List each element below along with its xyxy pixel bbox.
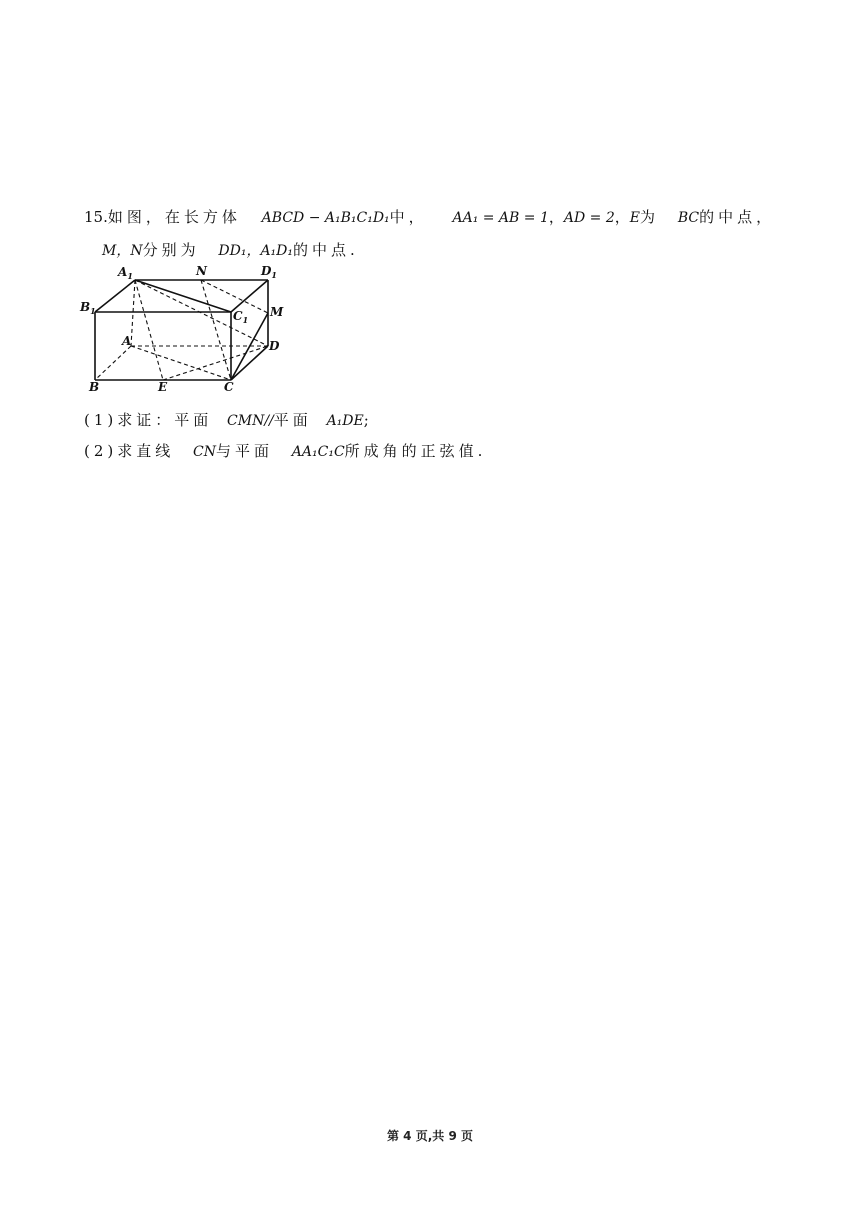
part2-plane: AA₁C₁C — [291, 444, 345, 460]
segments-dd1-a1d1: DD₁，A₁D₁ — [218, 243, 294, 259]
segment-bc: BC — [677, 210, 700, 226]
segment-a1-d — [135, 280, 268, 346]
part1-prefix: (1)求证：平面 — [84, 411, 213, 429]
midpoints-text: 的中点. — [293, 241, 359, 259]
point-e: E — [629, 210, 641, 226]
label-b1: $B_1$ — [80, 300, 96, 316]
label-a1: $A_1$ — [118, 265, 133, 281]
label-c1: $C_1$ — [233, 309, 249, 325]
part1-mid: 平面 — [273, 411, 312, 429]
problem-line-2 — [102, 240, 359, 261]
part2-prefix: (2)求直线 — [84, 442, 175, 460]
edge-c-d — [231, 346, 268, 380]
part2-mid: 与平面 — [216, 442, 274, 460]
part-1 — [84, 410, 369, 431]
label-m: M — [270, 305, 284, 319]
part2-end: 所成角的正弦值. — [344, 442, 487, 460]
cuboid-figure — [76, 260, 296, 394]
label-n: N — [196, 264, 207, 278]
label-c: C — [224, 380, 234, 394]
page-footer: 第 4 页,共 9 页 — [387, 1129, 473, 1143]
in-text: 中， — [389, 208, 428, 226]
point-e-text: 为 — [640, 208, 656, 226]
problem-intro: 如图，在长方体 — [107, 208, 241, 226]
edge-a-b — [95, 346, 131, 380]
points-mn: M，N — [102, 243, 143, 259]
segment-a1-e — [135, 280, 163, 380]
comma-2: ， — [614, 208, 630, 226]
solid-name: ABCD − A₁B₁C₁D₁ — [261, 210, 390, 226]
condition-2: AD = 2 — [563, 210, 615, 226]
part1-plane-cmn: CMN// — [227, 413, 274, 429]
segment-n-c — [201, 280, 231, 380]
label-b: B — [89, 380, 100, 394]
edge-c1-d1 — [231, 280, 268, 312]
condition-1: AA₁ = AB = 1 — [452, 210, 549, 226]
problem-number: 15. — [84, 208, 108, 226]
midpoint-text: 的中点， — [699, 208, 776, 226]
part2-line-cn: CN — [193, 444, 216, 460]
segment-a-c — [131, 346, 231, 380]
label-d1: $D_1$ — [261, 264, 277, 280]
respectively-text: 分别为 — [142, 241, 200, 259]
label-e: E — [158, 380, 168, 394]
comma-1: ， — [548, 208, 564, 226]
segment-a1-c1 — [135, 280, 231, 312]
part1-plane-a1de: A₁DE — [326, 413, 364, 429]
label-d: D — [269, 339, 280, 353]
part-2 — [84, 441, 486, 462]
segment-e-d — [163, 346, 268, 380]
problem-line-1 — [84, 207, 775, 228]
edge-a1-a — [131, 280, 135, 346]
edge-b1-a1 — [95, 280, 135, 312]
part1-end: ; — [363, 411, 369, 429]
label-a: A — [122, 334, 132, 348]
